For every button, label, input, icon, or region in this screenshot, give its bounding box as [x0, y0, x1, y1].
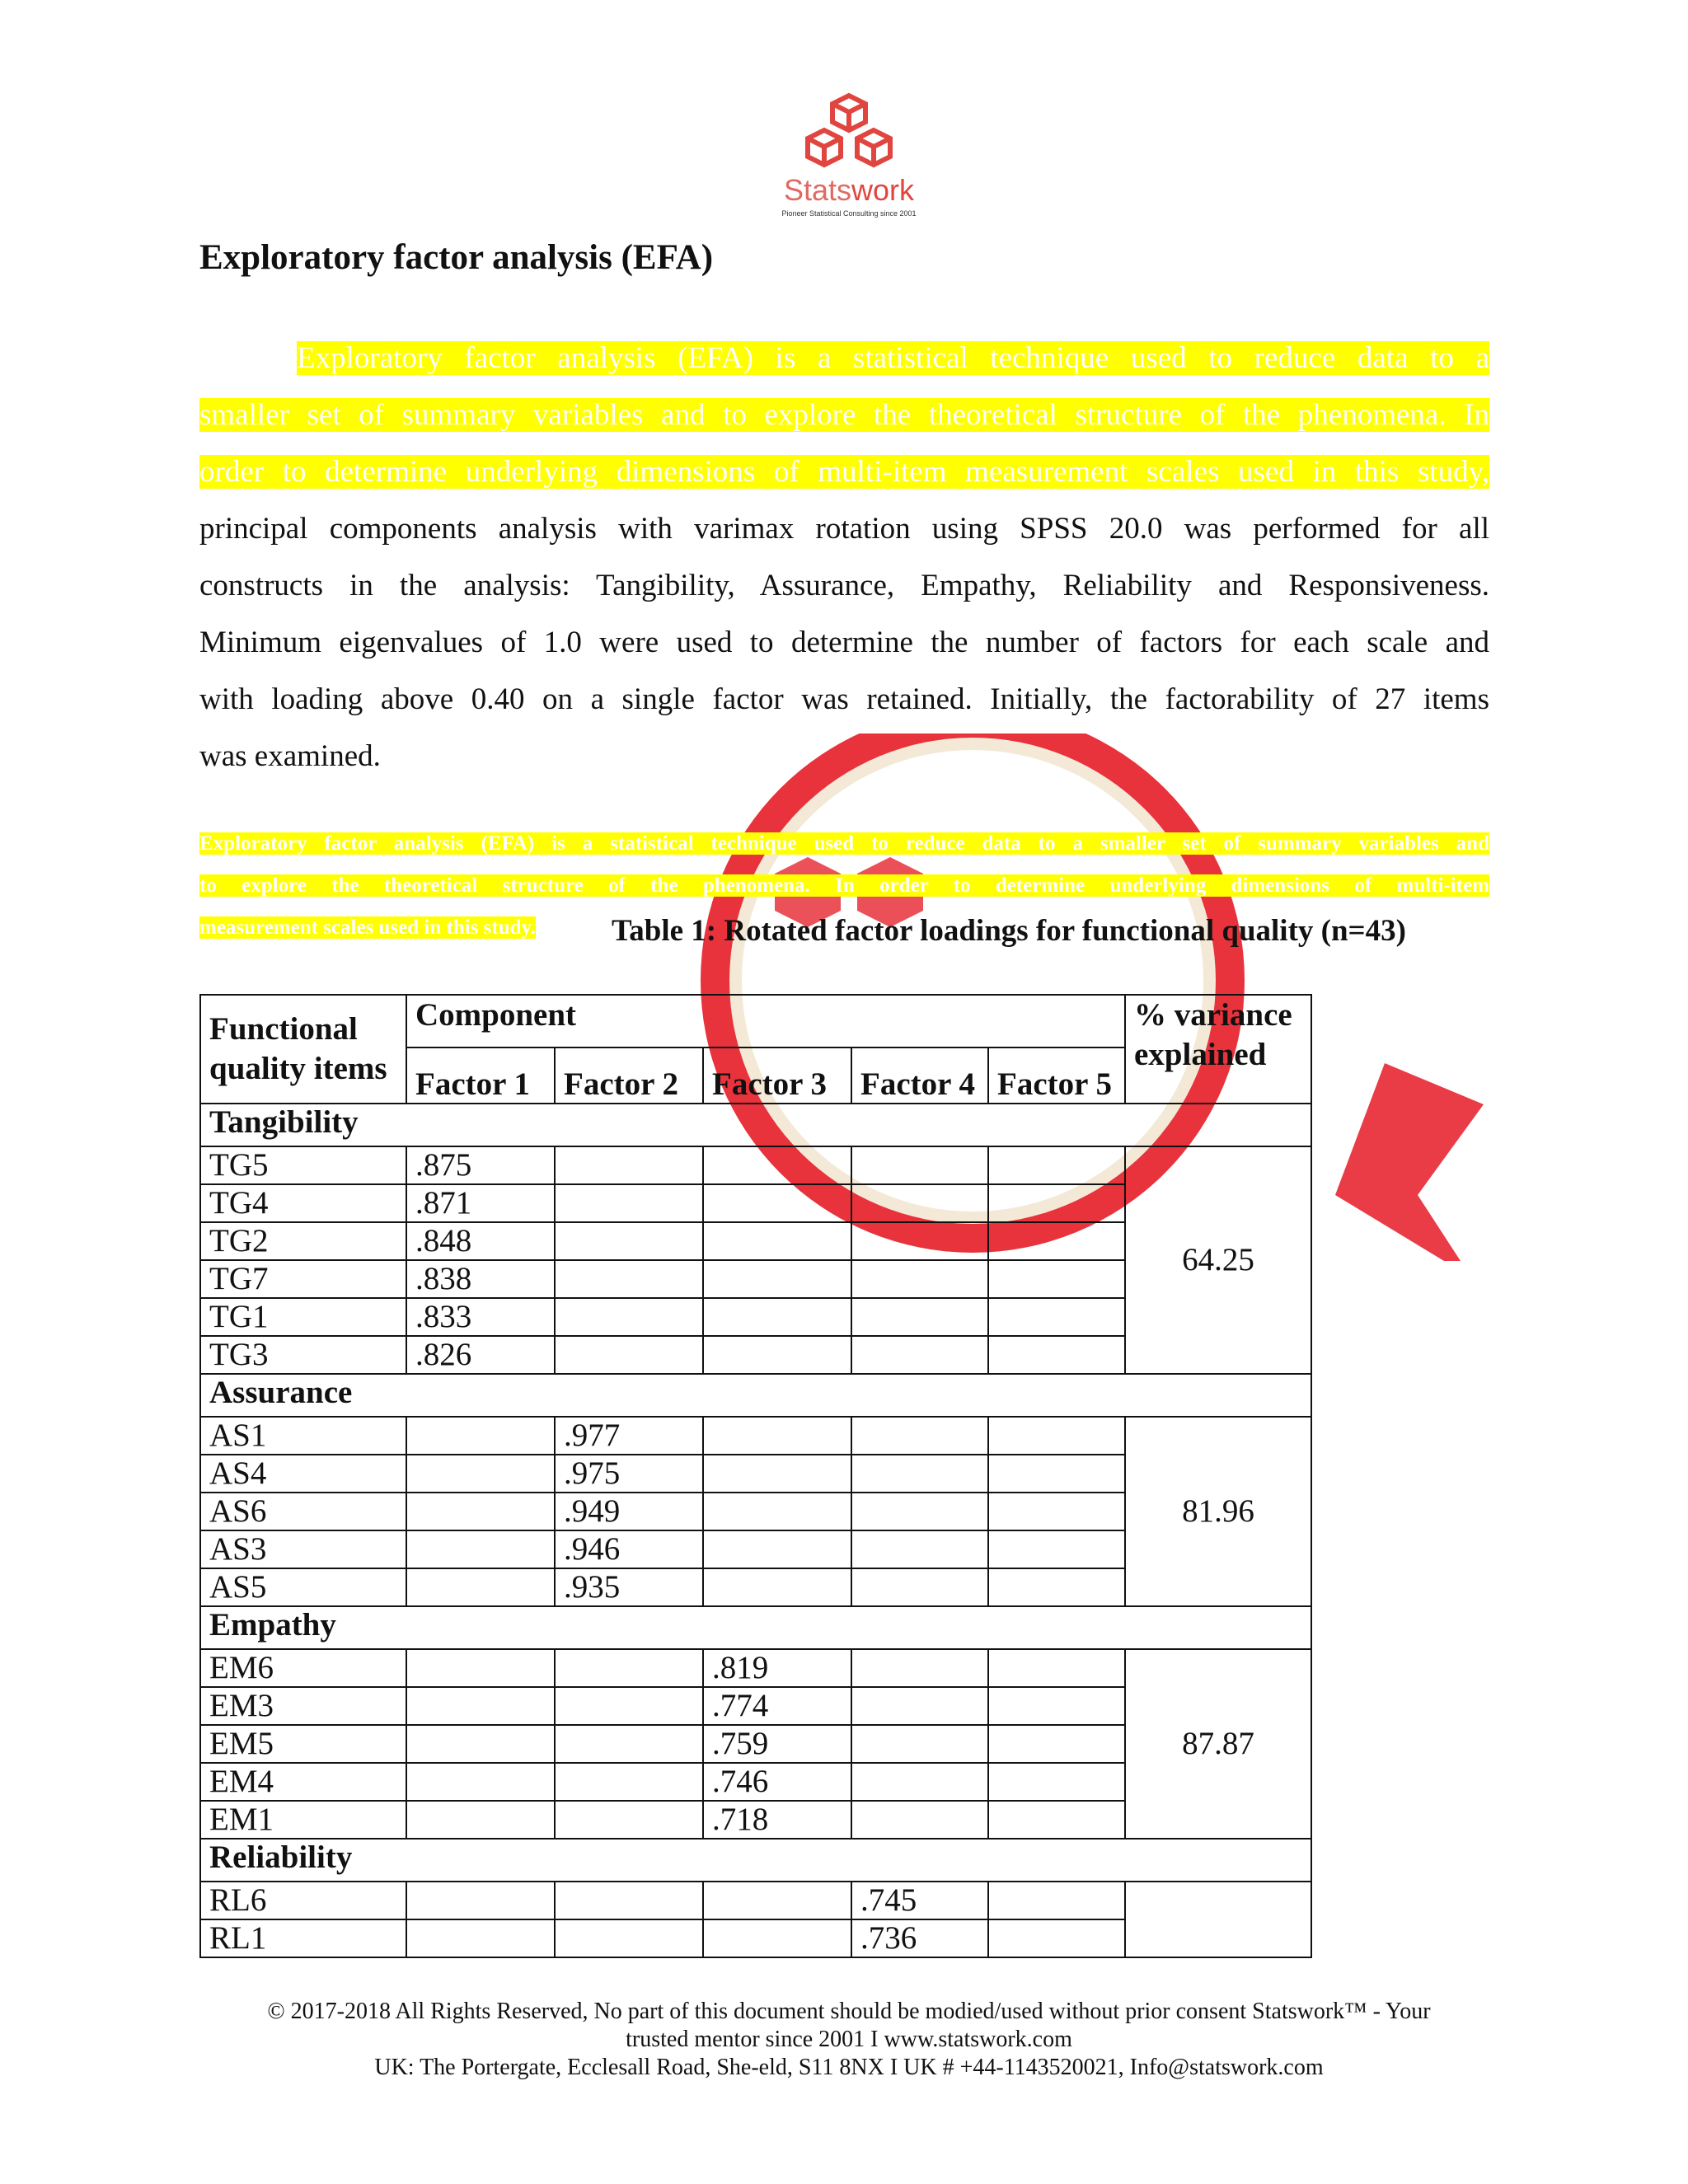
loading-cell	[406, 1417, 555, 1455]
loading-cell	[851, 1146, 988, 1184]
loading-cell	[555, 1260, 703, 1298]
loading-cell	[406, 1568, 555, 1606]
loading-cell	[555, 1687, 703, 1725]
cubes-logo-icon	[799, 92, 898, 175]
loading-cell	[988, 1298, 1125, 1336]
item-cell: TG2	[200, 1222, 406, 1260]
loading-cell: .759	[703, 1725, 851, 1763]
group-row	[200, 1606, 1311, 1649]
loading-cell	[703, 1919, 851, 1957]
loading-cell	[988, 1455, 1125, 1493]
text-line: Exploratory factor analysis (EFA) is a statistical technique used to reduce data to a smaller set of summary variables and	[199, 832, 1489, 855]
loading-cell	[988, 1222, 1125, 1260]
loading-cell	[555, 1801, 703, 1839]
loading-cell	[703, 1568, 851, 1606]
loading-cell: .975	[555, 1455, 703, 1493]
loading-cell	[988, 1919, 1125, 1957]
loading-cell: .848	[406, 1222, 555, 1260]
loading-cell	[703, 1184, 851, 1222]
loading-cell	[703, 1455, 851, 1493]
item-cell: RL1	[200, 1919, 406, 1957]
table-row	[200, 1146, 1311, 1184]
loading-cell	[988, 1568, 1125, 1606]
loading-cell	[406, 1530, 555, 1568]
variance-cell: 87.87	[1125, 1649, 1311, 1839]
table-row	[200, 1882, 1311, 1919]
loading-cell	[406, 1649, 555, 1687]
item-cell: TG3	[200, 1336, 406, 1374]
text-line: Exploratory factor analysis (EFA) is a statistical technique used to reduce data to a	[297, 341, 1489, 375]
items-header: Functional quality items	[200, 995, 406, 1104]
loading-cell	[555, 1222, 703, 1260]
loading-cell	[988, 1184, 1125, 1222]
logo-brand: Statswork	[783, 173, 915, 207]
item-cell: AS3	[200, 1530, 406, 1568]
text-line: Minimum eigenvalues of 1.0 were used to determine the number of factors for each scale and	[199, 626, 1489, 659]
loading-cell	[703, 1530, 851, 1568]
loading-cell	[851, 1649, 988, 1687]
text-line: measurement scales used in this study.	[199, 916, 536, 939]
loading-cell	[851, 1530, 988, 1568]
loading-cell	[988, 1725, 1125, 1763]
item-cell: TG1	[200, 1298, 406, 1336]
item-cell: TG4	[200, 1184, 406, 1222]
loading-cell: .949	[555, 1493, 703, 1530]
group-row	[200, 1374, 1311, 1417]
item-cell: EM1	[200, 1801, 406, 1839]
table-row	[200, 1417, 1311, 1455]
group-row	[200, 1104, 1311, 1146]
intro-paragraph	[199, 330, 1489, 785]
loading-cell	[555, 1336, 703, 1374]
page-title: Exploratory factor analysis (EFA)	[199, 238, 714, 277]
statswork-logo	[775, 92, 923, 216]
loading-cell: .838	[406, 1260, 555, 1298]
loading-cell	[851, 1763, 988, 1801]
item-cell: AS5	[200, 1568, 406, 1606]
factor-header: Factor 2	[555, 1047, 703, 1104]
variance-header: % variance explained	[1125, 995, 1311, 1104]
item-cell: RL6	[200, 1882, 406, 1919]
loading-cell	[555, 1725, 703, 1763]
factor-header: Factor 4	[851, 1047, 988, 1104]
loading-cell	[703, 1493, 851, 1530]
loading-cell	[851, 1455, 988, 1493]
loading-cell	[555, 1184, 703, 1222]
loading-cell	[851, 1260, 988, 1298]
loading-cell	[555, 1146, 703, 1184]
table-caption: Table 1: Rotated factor loadings for functional quality (n=43)	[612, 914, 1406, 948]
loading-cell: .746	[703, 1763, 851, 1801]
loading-cell	[851, 1568, 988, 1606]
loading-cell	[703, 1222, 851, 1260]
loading-cell: .745	[851, 1882, 988, 1919]
loading-cell	[406, 1687, 555, 1725]
item-cell: TG5	[200, 1146, 406, 1184]
loading-cell	[988, 1882, 1125, 1919]
loading-cell	[406, 1801, 555, 1839]
loading-cell	[703, 1336, 851, 1374]
loading-cell	[851, 1298, 988, 1336]
loading-cell	[988, 1336, 1125, 1374]
text-line: smaller set of summary variables and to explore the theoretical structure of the phenomena. In	[199, 398, 1489, 432]
factor-header: Factor 5	[988, 1047, 1125, 1104]
loading-cell	[703, 1417, 851, 1455]
text-line: to explore the theoretical structure of the phenomena. In order to determine underlying dimensions of multi-item	[199, 874, 1489, 897]
loading-cell: .718	[703, 1801, 851, 1839]
loading-cell	[988, 1801, 1125, 1839]
loading-cell	[988, 1763, 1125, 1801]
loading-cell	[406, 1725, 555, 1763]
item-cell: AS6	[200, 1493, 406, 1530]
variance-cell: 81.96	[1125, 1417, 1311, 1606]
factor-header: Factor 1	[406, 1047, 555, 1104]
loading-cell	[988, 1146, 1125, 1184]
loading-cell	[406, 1763, 555, 1801]
text-line: was examined.	[199, 739, 381, 773]
loading-cell: .774	[703, 1687, 851, 1725]
group-label: Assurance	[200, 1374, 1311, 1417]
loading-cell	[988, 1687, 1125, 1725]
loading-cell	[988, 1493, 1125, 1530]
table-row	[200, 1649, 1311, 1687]
loading-cell	[703, 1882, 851, 1919]
loading-cell	[703, 1298, 851, 1336]
loading-cell	[406, 1455, 555, 1493]
loading-cell	[406, 1493, 555, 1530]
page-footer	[190, 1998, 1508, 2082]
loading-cell	[555, 1298, 703, 1336]
text-line: order to determine underlying dimensions of multi-item measurement scales used in this study,	[199, 455, 1489, 489]
loading-cell	[988, 1530, 1125, 1568]
loading-cell	[851, 1184, 988, 1222]
loading-cell	[851, 1222, 988, 1260]
loading-cell	[988, 1260, 1125, 1298]
footer-line: © 2017-2018 All Rights Reserved, No part of this document should be modied/used without prior consent Statswork™ - Your	[267, 1999, 1431, 2024]
loading-cell: .819	[703, 1649, 851, 1687]
item-cell: EM4	[200, 1763, 406, 1801]
factor-loadings-table	[199, 994, 1312, 1958]
loading-cell	[555, 1882, 703, 1919]
loading-cell	[988, 1417, 1125, 1455]
item-cell: EM5	[200, 1725, 406, 1763]
loading-cell	[555, 1649, 703, 1687]
loading-cell: .871	[406, 1184, 555, 1222]
loading-cell	[406, 1882, 555, 1919]
variance-cell	[1125, 1882, 1311, 1957]
loading-cell: .833	[406, 1298, 555, 1336]
text-line: with loading above 0.40 on a single factor was retained. Initially, the factorability of 27 items	[199, 682, 1489, 716]
loading-cell: .935	[555, 1568, 703, 1606]
footer-line: UK: The Portergate, Ecclesall Road, She-eld, S11 8NX I UK # +44-1143520021, Info@statswork.com	[374, 2055, 1324, 2080]
loading-cell	[555, 1919, 703, 1957]
item-cell: EM3	[200, 1687, 406, 1725]
loading-cell: .736	[851, 1919, 988, 1957]
loading-cell	[851, 1725, 988, 1763]
item-cell: EM6	[200, 1649, 406, 1687]
variance-cell: 64.25	[1125, 1146, 1311, 1374]
group-row	[200, 1839, 1311, 1882]
group-label: Empathy	[200, 1606, 1311, 1649]
loading-cell: .875	[406, 1146, 555, 1184]
item-cell: AS4	[200, 1455, 406, 1493]
loading-cell: .946	[555, 1530, 703, 1568]
loading-cell	[851, 1687, 988, 1725]
loading-cell	[703, 1260, 851, 1298]
item-cell: AS1	[200, 1417, 406, 1455]
factor-header: Factor 3	[703, 1047, 851, 1104]
loading-cell	[555, 1763, 703, 1801]
loading-cell	[703, 1146, 851, 1184]
loading-cell	[851, 1801, 988, 1839]
item-cell: TG7	[200, 1260, 406, 1298]
text-line: principal components analysis with varimax rotation using SPSS 20.0 was performed for all	[199, 512, 1489, 546]
group-label: Reliability	[200, 1839, 1311, 1882]
logo-tagline: Pioneer Statistical Consulting since 2001	[781, 209, 917, 218]
loading-cell	[406, 1919, 555, 1957]
loading-cell	[851, 1493, 988, 1530]
loading-cell	[851, 1336, 988, 1374]
loading-cell	[988, 1649, 1125, 1687]
loading-cell: .977	[555, 1417, 703, 1455]
loading-cell	[851, 1417, 988, 1455]
footer-line: trusted mentor since 2001 I www.statswork.com	[626, 2027, 1072, 2052]
group-label: Tangibility	[200, 1104, 1311, 1146]
loading-cell: .826	[406, 1336, 555, 1374]
text-line: constructs in the analysis: Tangibility, Assurance, Empathy, Reliability and Responsiveness.	[199, 569, 1489, 602]
component-header: Component	[406, 995, 1125, 1047]
